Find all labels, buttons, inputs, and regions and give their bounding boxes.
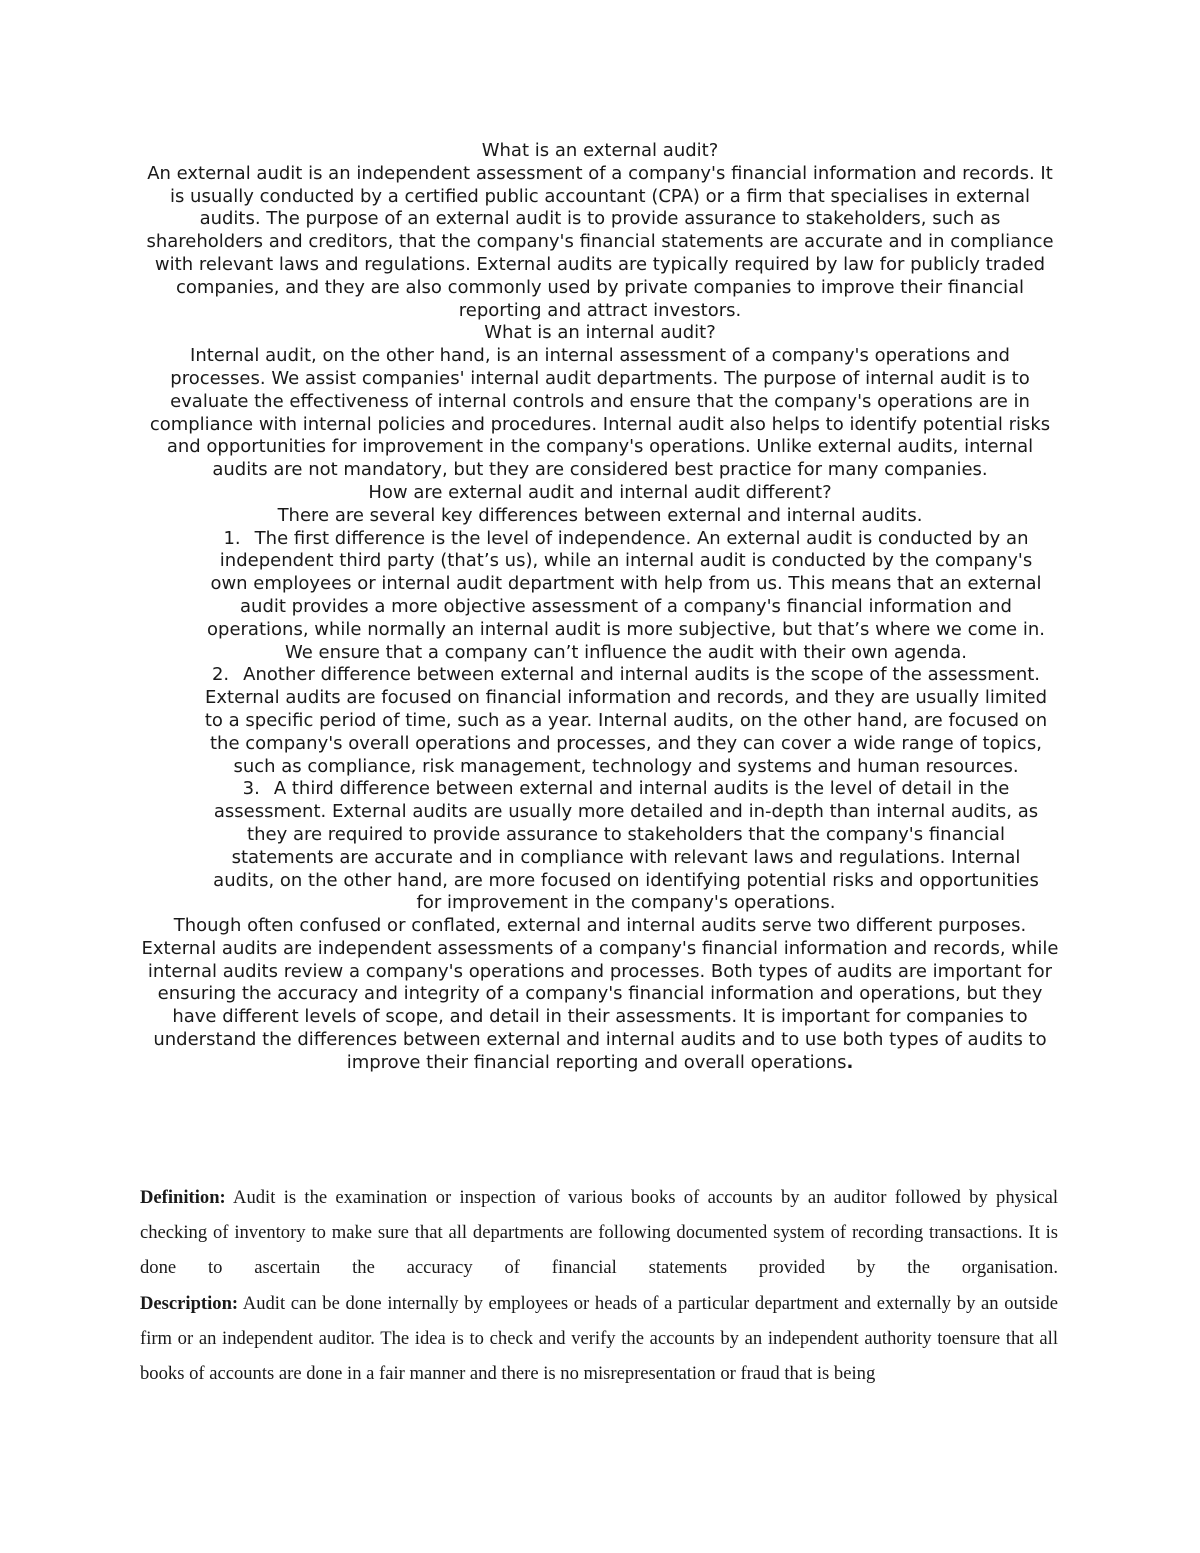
list-item-text: The first difference is the level of independence. An external audit is conducted by an independent third party (that’s us), while an internal audit is conducted by the company's own employees or internal audit department with help from us. This means that an external audit provides a more objective assessment of a company's financial information and operations, while normally an internal audit is more subjective, but that’s where we come in. We ensure that a company can’t influence the audit with their own agenda. xyxy=(207,527,1045,663)
external-audit-heading: What is an external audit? xyxy=(481,140,719,161)
list-item xyxy=(140,664,1060,778)
list-item xyxy=(140,528,1060,665)
list-item-text: Another difference between external and internal audits is the scope of the assessment. External audits are focused on financial information and records, and they are usually limited to a specific period of time, such as a year. Internal audits, on the other hand, are focused on the company's overall operations and processes, and they can cover a wide range of topics, such as compliance, risk management, technology and systems and human resources. xyxy=(204,664,1048,777)
list-item xyxy=(140,778,1060,915)
description-text: Audit can be done internally by employees or heads of a particular department and externally by an outside firm or an independent auditor. The idea is to check and verify the accounts by an independent authority toensure that all books of accounts are done in a fair manner and there is no misrepresentation or fraud that is being xyxy=(140,1292,1058,1385)
list-item-text: A third difference between external and internal audits is the level of detail in the assessment. External audits are usually more detailed and in-depth than internal audits, as they are required to provide assurance to stakeholders that the company's financial statements are accurate and in compliance with relevant laws and regulations. Internal audits, on the other hand, are more focused on identifying potential risks and opportunities for improvement in the company's operations. xyxy=(213,778,1039,914)
conclusion-period: . xyxy=(846,1051,854,1073)
description-label: Description: xyxy=(140,1292,239,1314)
external-audit-paragraph: An external audit is an independent assessment of a company's financial information and records. It is usually conducted by a certified public accountant (CPA) or a firm that specialises in external audits. The purpose of an external audit is to provide assurance to stakeholders, such as shareholders and creditors, that the company's financial statements are accurate and in compliance with relevant laws and regulations. External audits are typically required by law for publicly traded companies, and they are also commonly used by private companies to improve their financial reporting and attract investors. xyxy=(146,162,1054,321)
definition-label: Definition: xyxy=(140,1187,226,1208)
differences-intro: There are several key differences between external and internal audits. xyxy=(277,504,923,526)
article-body xyxy=(140,140,1060,1075)
conclusion-paragraph xyxy=(140,915,1060,1075)
list-item-number: 3. xyxy=(242,778,260,800)
differences-heading: How are external audit and internal audit different? xyxy=(368,481,832,503)
list-item-number: 2. xyxy=(211,664,230,686)
conclusion-text: Though often confused or conflated, external and internal audits serve two different purposes. External audits are independent assessments of a company's financial information and records, while internal audits review a company's operations and processes. Both types of audits are important for ensuring the accuracy and integrity of a company's financial information and operations, but they have different levels of scope, and detail in their assessments. It is important for companies to understand the differences between external and internal audits and to use both types of audits to improve their financial reporting and overall operations xyxy=(141,915,1059,1073)
description-paragraph xyxy=(140,1286,1058,1392)
definition-section xyxy=(140,1180,1058,1391)
definition-paragraph xyxy=(140,1180,1058,1286)
internal-audit-heading: What is an internal audit? xyxy=(484,322,716,344)
differences-list xyxy=(140,528,1060,916)
internal-audit-paragraph: Internal audit, on the other hand, is an internal assessment of a company's operations and processes. We assist companies' internal audit departments. The purpose of internal audit is to evaluate the effectiveness of internal controls and ensure that the company's operations are in compliance with internal policies and procedures. Internal audit also helps to identify potential risks and opportunities for improvement in the company's operations. Unlike external audits, internal audits are not mandatory, but they are considered best practice for many companies. xyxy=(149,345,1051,481)
list-item-number: 1. xyxy=(223,527,241,549)
definition-text: Audit is the examination or inspection of various books of accounts by an auditor followed by physical checking of inventory to make sure that all departments are following documented system of recording transactions. It is done to ascertain the accuracy of financial statements provided by the organisation. xyxy=(140,1187,1058,1279)
